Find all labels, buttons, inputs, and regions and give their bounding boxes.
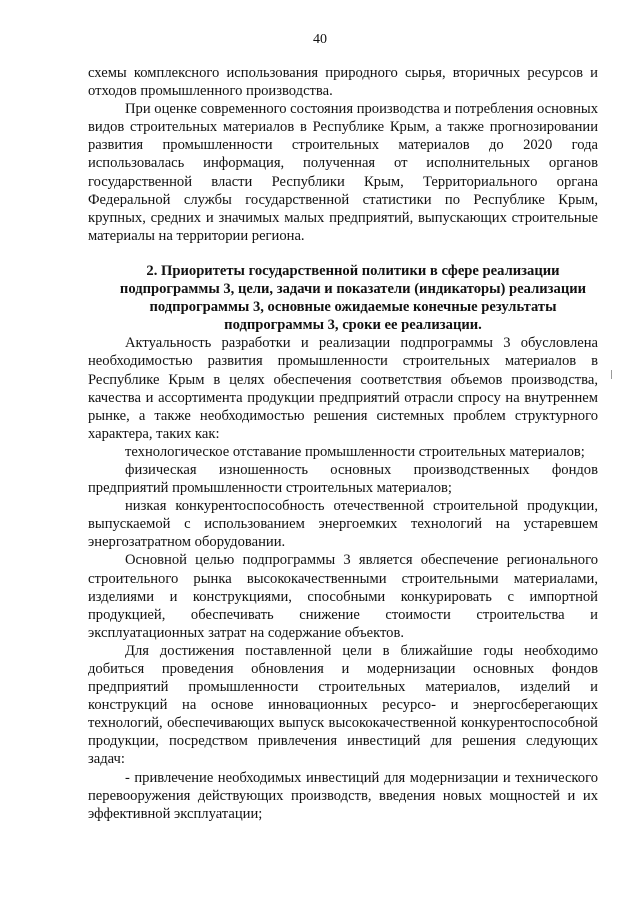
- list-item: - привлечение необходимых инвестиций для модернизации и технического перевооружения действующих производств, введения новых мощностей и их эффективной эксплуатации;: [88, 769, 598, 822]
- page-body: [88, 64, 598, 823]
- list-item: низкая конкурентоспособность отечественной строительной продукции, выпускаемой с использованием энергоемких технологий на устаревшем энергозатратном оборудовании.: [88, 498, 598, 551]
- list-item: технологическое отставание промышленности строительных материалов;: [125, 443, 585, 460]
- scan-mark: [611, 370, 612, 379]
- page-number: 40: [313, 32, 327, 47]
- paragraph: Для достижения поставленной цели в ближайшие годы необходимо добиться проведения обновления и модернизации основных фондов предприятий промышленности строительных материалов, изделий и конструкций на основе инновационных ресурсо- и энергосберегающих технологий, обеспечивающих выпуск высококачественной конкурентоспособной продукции, посредством привлечения инвестиций для решения следующих задач:: [88, 642, 598, 768]
- section-heading: 2. Приоритеты государственной политики в сфере реализации подпрограммы 3, цели, задачи и показатели (индикаторы) реализации подпрограммы 3, основные ожидаемые конечные результаты подпрограммы 3, сроки ее реализации.: [119, 262, 587, 334]
- paragraph: Актуальность разработки и реализации подпрограммы 3 обусловлена необходимостью развития промышленности строительных материалов в Республике Крым в целях обеспечения соответствия объемов производства, качества и ассортимента продукции предприятий отрасли спросу на внутреннем рынке, а также необходимостью решения системных проблем структурного характера, таких как:: [88, 335, 598, 442]
- paragraph: При оценке современного состояния производства и потребления основных видов строительных материалов в Республике Крым, а также прогнозировании развития промышленности строительных материалов до 2020 года использовалась информация, полученная от исполнительных органов государственной власти Республики Крым, Территориального органа Федеральной службы государственной статистики по Республике Крым, крупных, средних и значимых малых предприятий, выпускающих строительные материалы на территории региона.: [88, 101, 598, 244]
- list-item: физическая изношенность основных производственных фондов предприятий промышленности строительных материалов;: [88, 461, 598, 497]
- paragraph-continuation: схемы комплексного использования природного сырья, вторичных ресурсов и отходов промышленного производства.: [88, 65, 598, 100]
- paragraph: Основной целью подпрограммы 3 является обеспечение регионального строительного рынка высококачественными строительными материалами, изделиями и конструкциями, способными конкурировать с импортной продукцией, обеспечивать снижение стоимости строительства и эксплуатационных затрат на содержание объектов.: [88, 552, 598, 641]
